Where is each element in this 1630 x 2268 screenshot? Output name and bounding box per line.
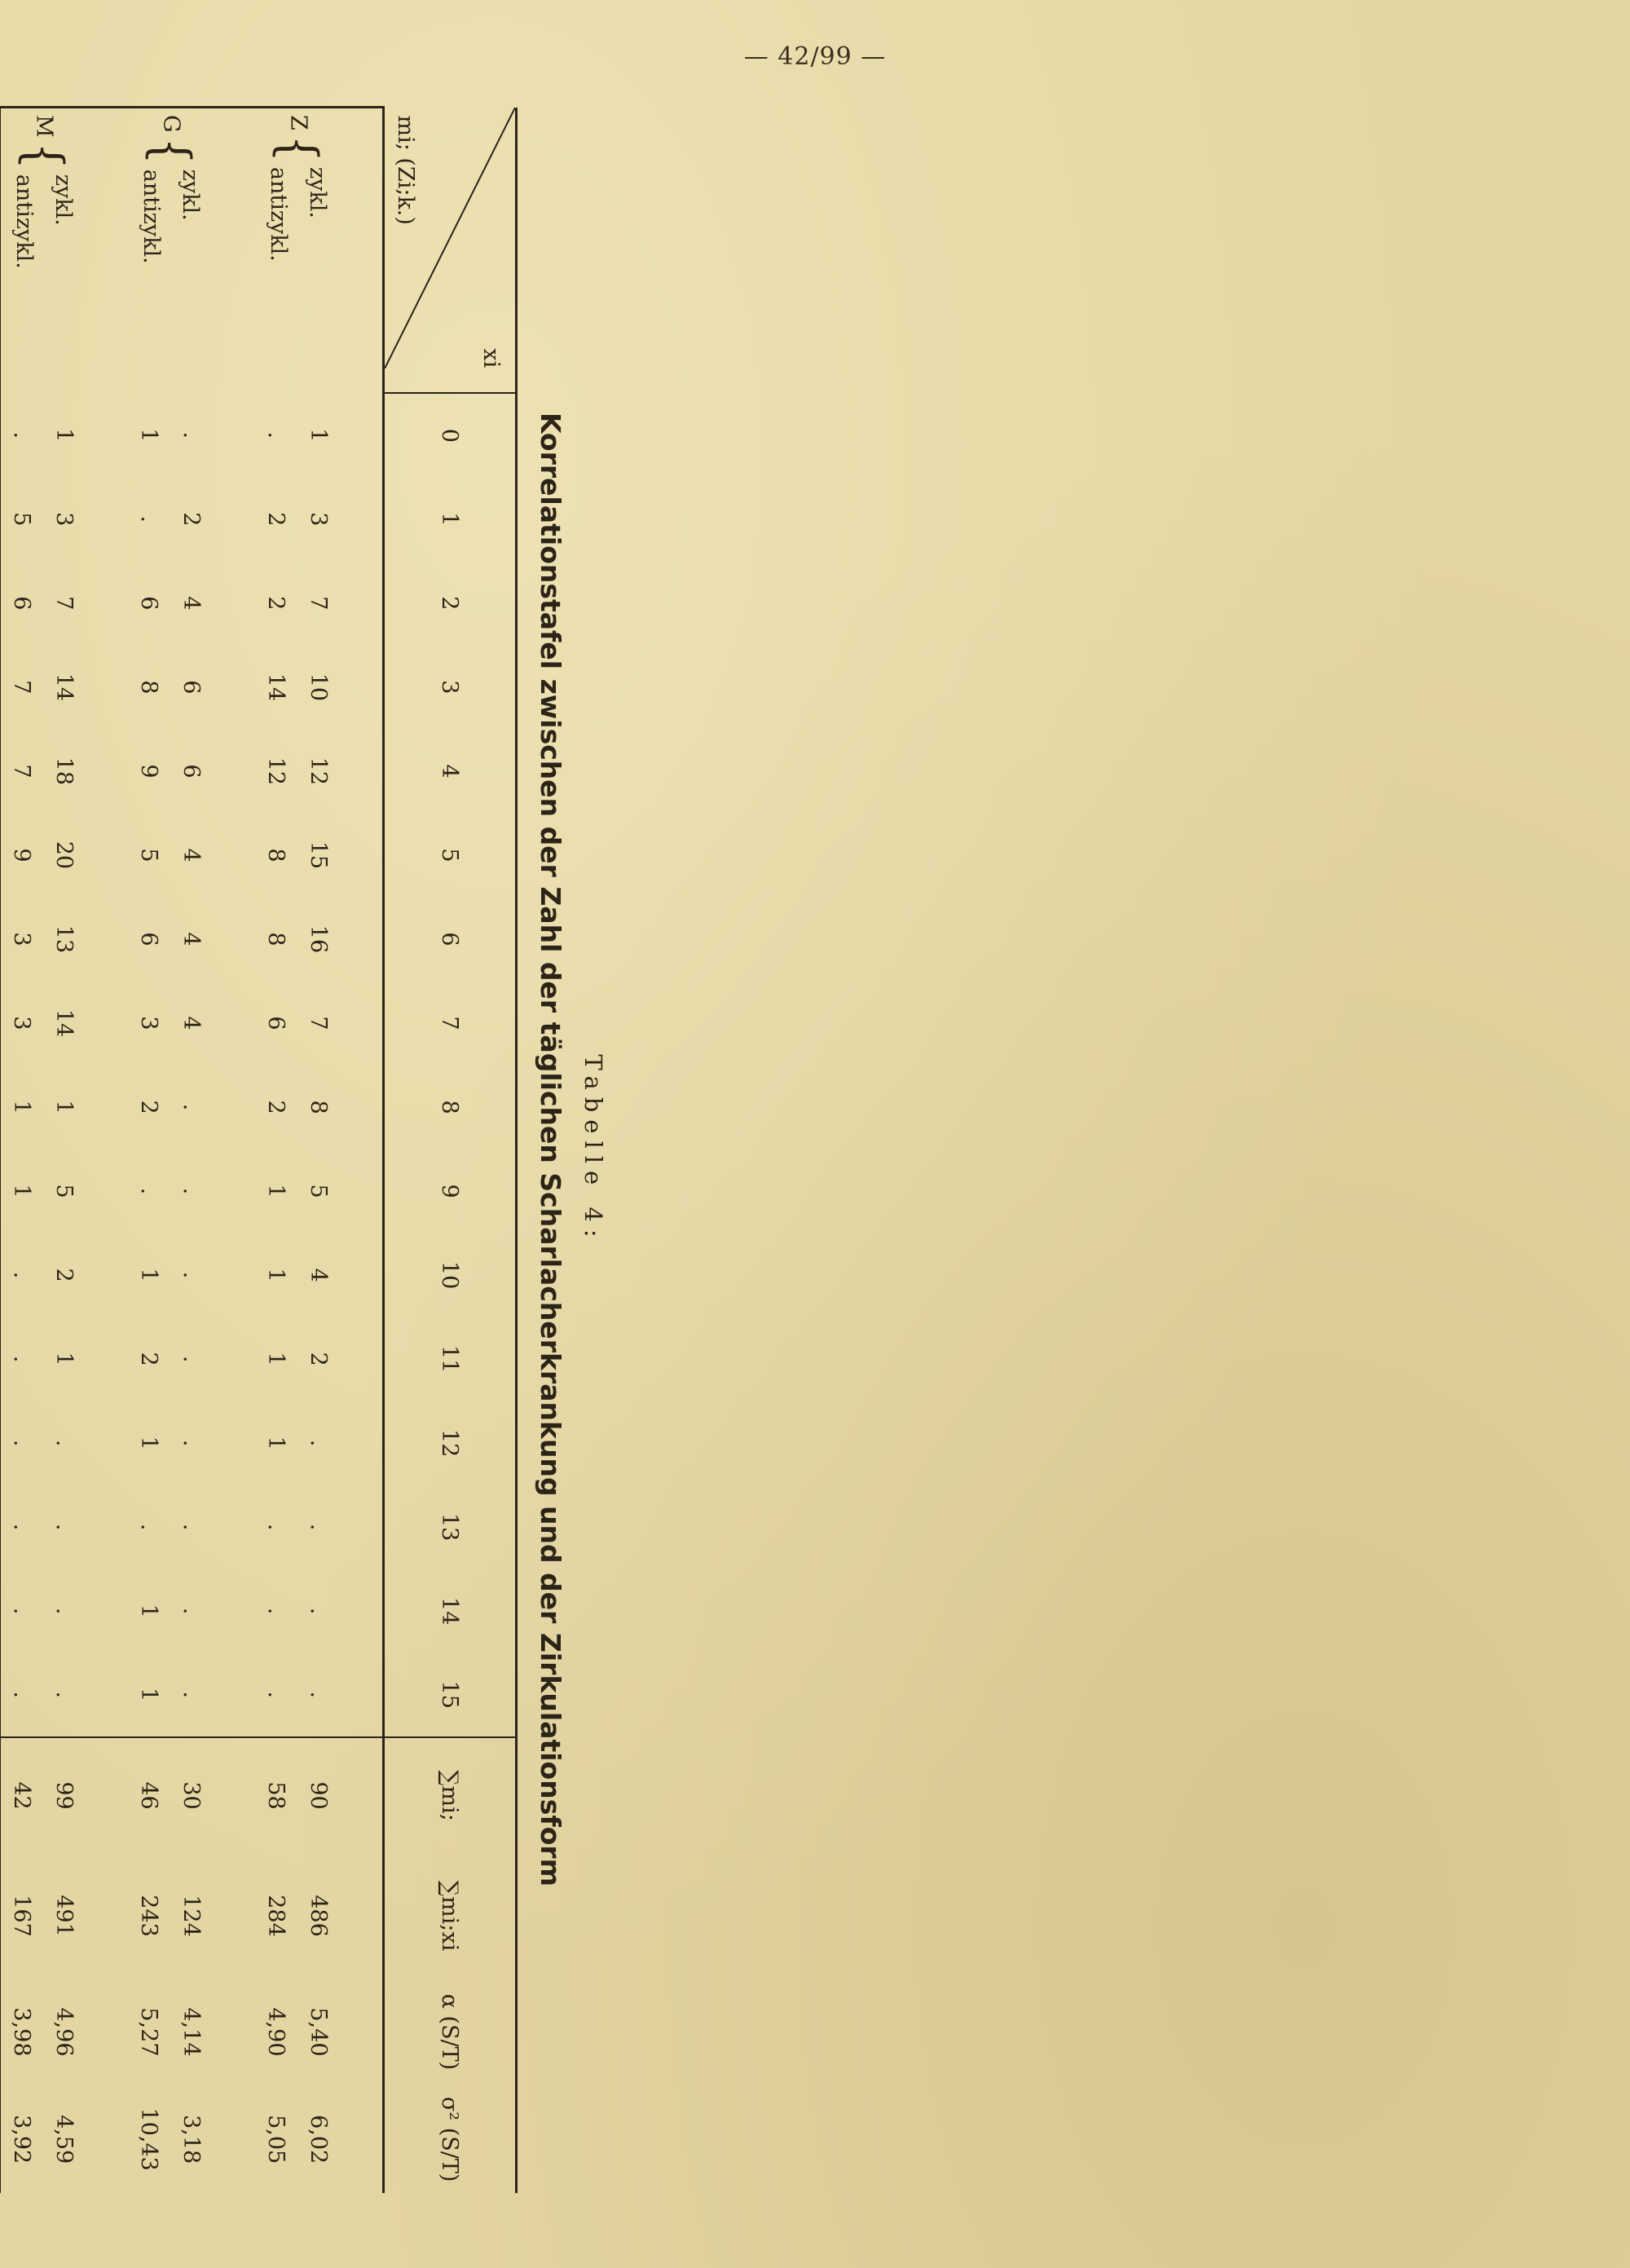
spacer-cell [86, 813, 128, 897]
x-header-6: 6 [384, 897, 517, 981]
cell-x2: 6 [136, 596, 162, 611]
x-header-5: 5 [384, 813, 517, 897]
cell-alpha: 4,96 [51, 2007, 77, 2057]
cell-x2: 7 [51, 596, 77, 611]
cell-x5: 15 [306, 841, 332, 870]
cell-x15: . [170, 1653, 213, 1737]
spacer-cell [86, 1653, 128, 1737]
cell-x1: 3 [51, 512, 77, 527]
cell-sigma2: 4,59 [51, 2115, 77, 2164]
spacer-cell [340, 897, 384, 981]
spacer-cell [213, 108, 255, 394]
spacer-cell [340, 1853, 384, 1978]
cell-x12: . [9, 1439, 35, 1447]
spacer-cell [340, 1653, 384, 1737]
spacer-cell [86, 1401, 128, 1485]
spacer-cell [340, 1066, 384, 1149]
cell-x3: 8 [136, 680, 162, 695]
spacer-cell [213, 729, 255, 813]
cell-sum-mx: 124 [178, 1895, 205, 1937]
cell-x13: . [263, 1523, 289, 1531]
row-group-label [0, 108, 86, 394]
xi-header: xi [478, 348, 504, 368]
cell-x14: 1 [136, 1604, 162, 1618]
cell-x10: 1 [263, 1268, 289, 1282]
cell-x1: 3 [306, 512, 332, 527]
spacer-row [340, 108, 384, 2194]
spacer-cell [86, 1853, 128, 1978]
spacer-cell [213, 897, 255, 981]
x-header-12: 12 [384, 1401, 517, 1485]
spacer-cell [340, 813, 384, 897]
cell-x15: . [297, 1653, 340, 1737]
cell-x4: 12 [306, 757, 332, 786]
cell-sigma2: 3,18 [178, 2115, 205, 2164]
cell-x5: 5 [136, 848, 162, 863]
cell-x11: 2 [306, 1352, 332, 1366]
spacer-cell [213, 1149, 255, 1233]
spacer-cell [86, 477, 128, 561]
spacer-cell [213, 1653, 255, 1737]
row-group-label [255, 108, 340, 394]
x-header-2: 2 [384, 561, 517, 645]
cell-x7: 3 [9, 1016, 35, 1030]
spacer-cell [340, 1149, 384, 1233]
cell-x5: 20 [51, 841, 77, 870]
table-row [128, 108, 170, 2194]
spacer-row [86, 108, 128, 2194]
row-label: antizykl. [266, 166, 291, 262]
cell-x6: 6 [136, 932, 162, 946]
spacer-cell [86, 897, 128, 981]
spacer-cell [86, 1317, 128, 1401]
spacer-cell [213, 1979, 255, 2086]
cell-x3: 14 [263, 673, 289, 702]
cell-x4: 6 [178, 764, 205, 779]
spacer-cell [213, 1317, 255, 1401]
cell-sum-m: 99 [51, 1781, 77, 1810]
cell-sum-mx: 167 [9, 1895, 35, 1937]
cell-x5: 4 [178, 848, 205, 863]
cell-x15: . [0, 1653, 43, 1737]
spacer-cell [213, 1066, 255, 1149]
cell-x13: . [9, 1523, 35, 1531]
cell-x6: 8 [263, 932, 289, 946]
spacer-cell [86, 1979, 128, 2086]
spacer-cell [340, 108, 384, 394]
x-header-14: 14 [384, 1569, 517, 1653]
cell-sum-m: 90 [306, 1781, 332, 1810]
spacer-row [213, 108, 255, 2194]
table-row [255, 108, 297, 2194]
cell-sum-m: 46 [136, 1781, 162, 1810]
brace-icon: { [14, 142, 73, 170]
cell-x7: 4 [178, 1016, 205, 1030]
cell-alpha: 3,98 [9, 2007, 35, 2057]
row-label: antizykl. [139, 169, 164, 264]
spacer-cell [86, 1737, 128, 1854]
spacer-cell [340, 561, 384, 645]
x-header-0: 0 [384, 393, 517, 477]
brace-icon: { [141, 137, 200, 165]
cell-alpha: 4,90 [263, 2007, 289, 2057]
cell-x8: 1 [9, 1100, 35, 1114]
cell-x4: 18 [51, 757, 77, 786]
table-row [43, 108, 86, 2194]
cell-x10: 1 [136, 1268, 162, 1282]
cell-x14: . [9, 1607, 35, 1615]
spacer-cell [340, 1979, 384, 2086]
table-title: Korrelationstafel zwischen der Zahl der täglichen Scharlacherkrankung und der Zirkulationsform [535, 412, 566, 1887]
table-label: Tabelle 4: [579, 1054, 607, 1245]
cell-x0: . [263, 431, 289, 439]
mi-header: mi; (Zi;k.) [393, 115, 418, 225]
cell-x7: 3 [136, 1016, 162, 1030]
row-label: zykl. [178, 169, 203, 221]
cell-x10: 2 [51, 1268, 77, 1282]
spacer-cell [86, 729, 128, 813]
cell-x3: 6 [178, 680, 205, 695]
spacer-cell [340, 729, 384, 813]
cell-x1: . [136, 515, 162, 523]
spacer-cell [213, 1737, 255, 1854]
x-header-9: 9 [384, 1149, 517, 1233]
cell-sum-mx: 243 [136, 1895, 162, 1937]
cell-x8: 2 [263, 1100, 289, 1114]
cell-x13: . [51, 1523, 77, 1531]
x-header-1: 1 [384, 477, 517, 561]
spacer-cell [213, 477, 255, 561]
spacer-cell [213, 1569, 255, 1653]
spacer-cell [86, 2085, 128, 2193]
cell-x13: . [136, 1523, 162, 1531]
cell-x13: . [178, 1523, 205, 1531]
cell-sigma2: 10,43 [136, 2107, 162, 2171]
spacer-cell [340, 981, 384, 1065]
row-group-label [128, 108, 213, 394]
cell-x5: 9 [9, 848, 35, 863]
brace-icon: { [268, 135, 327, 162]
cell-x3: 14 [51, 673, 77, 702]
cell-sigma2: 6,02 [306, 2115, 332, 2164]
cell-x9: 1 [9, 1184, 35, 1198]
cell-sum-m: 30 [178, 1781, 205, 1810]
x-header-7: 7 [384, 981, 517, 1065]
cell-x2: 7 [306, 596, 332, 611]
cell-alpha: 5,40 [306, 2007, 332, 2057]
cell-x9: . [178, 1187, 205, 1195]
cell-x2: 6 [9, 596, 35, 611]
cell-x14: . [51, 1607, 77, 1615]
table-row [297, 108, 340, 2194]
rotated-page-content [9, 106, 1386, 2193]
cell-x10: . [178, 1271, 205, 1279]
cell-x0: 1 [51, 428, 77, 443]
cell-x15: . [43, 1653, 86, 1737]
alpha-header: α (S/T) [384, 1979, 517, 2086]
row-label: antizykl. [11, 174, 37, 269]
cell-x7: 14 [51, 1008, 77, 1038]
spacer-cell [86, 561, 128, 645]
spacer-cell [340, 393, 384, 477]
x-header-10: 10 [384, 1233, 517, 1317]
spacer-cell [86, 1569, 128, 1653]
cell-x10: . [9, 1271, 35, 1279]
cell-x11: . [9, 1355, 35, 1363]
table-row [170, 108, 213, 2194]
spacer-cell [340, 1485, 384, 1569]
cell-x15: 1 [128, 1653, 170, 1737]
spacer-cell [86, 1066, 128, 1149]
cell-sum-m: 42 [9, 1781, 35, 1810]
row-label: zykl. [305, 166, 330, 218]
cell-x12: . [51, 1439, 77, 1447]
spacer-cell [340, 1401, 384, 1485]
cell-sigma2: 3,92 [9, 2115, 35, 2164]
cell-x12: . [178, 1439, 205, 1447]
cell-x14: . [263, 1607, 289, 1615]
cell-x9: 1 [263, 1184, 289, 1198]
cell-x14: . [178, 1607, 205, 1615]
sigma2-header: σ² (S/T) [384, 2085, 517, 2193]
spacer-cell [213, 981, 255, 1065]
cell-sum-m: 58 [263, 1781, 289, 1810]
cell-x3: 7 [9, 680, 35, 695]
cell-sum-mx: 284 [263, 1895, 289, 1937]
x-header-4: 4 [384, 729, 517, 813]
cell-x8: 8 [306, 1100, 332, 1114]
cell-x9: . [136, 1187, 162, 1195]
cell-x6: 16 [306, 924, 332, 954]
cell-x1: 2 [178, 512, 205, 527]
cell-x6: 3 [9, 932, 35, 946]
x-header-8: 8 [384, 1066, 517, 1149]
cell-x12: . [306, 1439, 332, 1447]
cell-x4: 12 [263, 757, 289, 786]
cell-x12: 1 [263, 1436, 289, 1450]
spacer-cell [340, 477, 384, 561]
spacer-cell [86, 393, 128, 477]
spacer-cell [213, 2085, 255, 2193]
sum-m-header: ∑mi; [384, 1737, 517, 1854]
cell-alpha: 5,27 [136, 2007, 162, 2057]
spacer-cell [86, 981, 128, 1065]
cell-x11: 1 [263, 1352, 289, 1366]
cell-x1: 2 [263, 512, 289, 527]
spacer-cell [340, 1233, 384, 1317]
spacer-cell [340, 1317, 384, 1401]
cell-x9: 5 [51, 1184, 77, 1198]
cell-x7: 6 [263, 1016, 289, 1030]
cell-x0: . [178, 431, 205, 439]
cell-x0: . [9, 431, 35, 439]
cell-x6: 13 [51, 924, 77, 954]
spacer-cell [213, 1401, 255, 1485]
cell-x12: 1 [136, 1436, 162, 1450]
spacer-cell [213, 1485, 255, 1569]
cell-x4: 7 [9, 764, 35, 779]
spacer-cell [86, 108, 128, 394]
cell-x11: . [178, 1355, 205, 1363]
group-letter: M [31, 115, 57, 138]
spacer-cell [86, 1233, 128, 1317]
cell-sum-mx: 486 [306, 1895, 332, 1937]
cell-x13: . [306, 1523, 332, 1531]
spacer-cell [86, 645, 128, 729]
spacer-cell [86, 1485, 128, 1569]
correlation-table [0, 106, 518, 2193]
row-label: zykl. [51, 174, 76, 226]
x-header-13: 13 [384, 1485, 517, 1569]
group-letter: Z [285, 115, 311, 130]
cell-x8: 1 [51, 1100, 77, 1114]
cell-x3: 10 [306, 673, 332, 702]
spacer-cell [86, 1149, 128, 1233]
group-letter: G [158, 115, 184, 133]
cell-x5: 8 [263, 848, 289, 863]
cell-x8: . [178, 1103, 205, 1111]
page-number: — 42/99 — [743, 42, 887, 71]
cell-x8: 2 [136, 1100, 162, 1114]
spacer-cell [213, 1853, 255, 1978]
cell-sigma2: 5,05 [263, 2115, 289, 2164]
cell-sum-mx: 491 [51, 1895, 77, 1937]
spacer-cell [340, 1569, 384, 1653]
cell-x0: 1 [306, 428, 332, 443]
cell-x11: 2 [136, 1352, 162, 1366]
cell-x1: 5 [9, 512, 35, 527]
corner-cell [384, 108, 517, 394]
table-body [0, 108, 517, 2194]
x-header-11: 11 [384, 1317, 517, 1401]
cell-x2: 2 [263, 596, 289, 611]
cell-x4: 9 [136, 764, 162, 779]
cell-x0: 1 [136, 428, 162, 443]
cell-x9: 5 [306, 1184, 332, 1198]
cell-x15: . [255, 1653, 297, 1737]
table-row [0, 108, 43, 2194]
sum-mx-header: ∑mi;xi [384, 1853, 517, 1978]
spacer-cell [213, 813, 255, 897]
spacer-cell [213, 1233, 255, 1317]
cell-x14: . [306, 1607, 332, 1615]
cell-x10: 4 [306, 1268, 332, 1282]
spacer-cell [340, 2085, 384, 2193]
spacer-cell [213, 561, 255, 645]
cell-x7: 7 [306, 1016, 332, 1030]
x-header-3: 3 [384, 645, 517, 729]
spacer-cell [340, 645, 384, 729]
cell-x11: 1 [51, 1352, 77, 1366]
x-header-15: 15 [384, 1653, 517, 1737]
cell-x2: 4 [178, 596, 205, 611]
header-row [384, 108, 517, 2194]
cell-x6: 4 [178, 932, 205, 946]
spacer-cell [213, 645, 255, 729]
cell-alpha: 4,14 [178, 2007, 205, 2057]
spacer-cell [213, 393, 255, 477]
spacer-cell [340, 1737, 384, 1854]
